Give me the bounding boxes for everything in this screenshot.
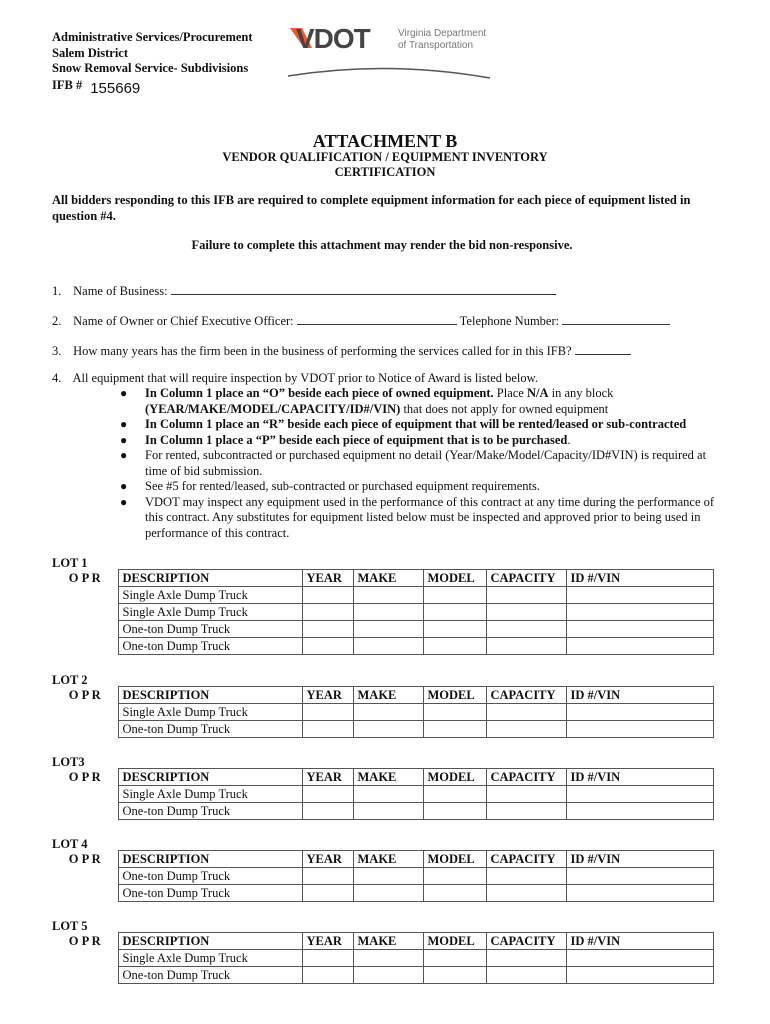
col-id-vin: ID #/VIN [566,769,713,786]
instructions-list [118,386,718,541]
year-cell[interactable] [302,803,353,820]
col-id-vin: ID #/VIN [566,570,713,587]
make-cell[interactable] [353,868,423,885]
col-capacity: CAPACITY [486,851,566,868]
col-capacity: CAPACITY [486,570,566,587]
col-year: YEAR [302,769,353,786]
col-year: YEAR [302,933,353,950]
capacity-cell[interactable] [486,621,566,638]
description-cell: One-ton Dump Truck [118,621,302,638]
q1-label: Name of Business: [73,284,168,298]
instruction-see-5: ● See #5 for rented/leased, sub-contracted or purchased equipment requirements. [120,479,540,493]
col-capacity: CAPACITY [486,933,566,950]
table-row [52,803,713,820]
capacity-cell[interactable] [486,704,566,721]
make-cell[interactable] [353,967,423,984]
table-row [52,621,713,638]
lot-4-table [52,850,714,902]
instruction-inspection: ● VDOT may inspect any equipment used in the performance of this contract at any time during the performance of this contract. Any substitutes for equipment listed below must be inspected and approved prior to being used in performance of this contract. [120,494,715,540]
capacity-cell[interactable] [486,604,566,621]
id-vin-cell[interactable] [566,704,713,721]
table-row [52,604,713,621]
capacity-cell[interactable] [486,638,566,655]
opr-cell[interactable] [52,803,118,820]
col-id-vin: ID #/VIN [566,851,713,868]
opr-cell[interactable] [52,704,118,721]
opr-cell[interactable] [52,885,118,902]
ifb-line [52,77,253,97]
table-header-row [52,570,713,587]
years-field[interactable] [575,343,631,355]
year-cell[interactable] [302,967,353,984]
table-row [52,721,713,738]
col-description: DESCRIPTION [118,851,302,868]
telephone-label: Telephone Number: [459,314,560,328]
logo-subtitle-1: Virginia Department [398,28,487,39]
question-1 [52,283,722,300]
col-description: DESCRIPTION [118,570,302,587]
id-vin-cell[interactable] [566,786,713,803]
col-make: MAKE [353,933,423,950]
bullet-icon: ● [120,494,128,509]
capacity-cell[interactable] [486,803,566,820]
col-capacity: CAPACITY [486,687,566,704]
description-cell: One-ton Dump Truck [118,803,302,820]
col-id-vin: ID #/VIN [566,687,713,704]
instruction-purchased: ● In Column 1 place a “P” beside each piece of equipment that is to be purchased. [120,432,571,447]
col-model: MODEL [423,769,486,786]
make-cell[interactable] [353,621,423,638]
description-cell: Single Axle Dump Truck [118,950,302,967]
logo-wordmark: VDOT [296,24,370,54]
id-vin-cell[interactable] [566,621,713,638]
capacity-cell[interactable] [486,967,566,984]
lot-2-table [52,686,714,738]
col-opr: O P R [52,769,118,786]
table-row [52,786,713,803]
year-cell[interactable] [302,621,353,638]
instruction-owned: ● In Column 1 place an “O” beside each piece of owned equipment. Place N/A in any block (YEAR/MAKE/MODEL/CAPACITY/ID#/VIN) that does not apply for owned equipment [120,386,614,416]
description-cell: One-ton Dump Truck [118,868,302,885]
model-cell[interactable] [423,604,486,621]
model-cell[interactable] [423,704,486,721]
bullet-icon: ● [120,448,128,462]
col-model: MODEL [423,851,486,868]
model-cell[interactable] [423,721,486,738]
q4-label: All equipment that will require inspection by VDOT prior to Notice of Award is listed below. [72,371,538,385]
year-cell[interactable] [302,950,353,967]
id-vin-cell[interactable] [566,638,713,655]
year-cell[interactable] [302,604,353,621]
instruction-rented: ● In Column 1 place an “R” beside each piece of equipment that will be rented/leased or sub-contracted [120,417,687,431]
id-vin-cell[interactable] [566,868,713,885]
model-cell[interactable] [423,803,486,820]
lot-5-label: LOT 5 [52,919,88,933]
bullet-icon: ● [120,417,128,431]
model-cell[interactable] [423,868,486,885]
q2-number: 2. [52,314,62,328]
vdot-logo [288,24,508,84]
col-opr: O P R [52,570,118,587]
year-cell[interactable] [302,786,353,803]
col-model: MODEL [423,570,486,587]
lot-4-label: LOT 4 [52,837,88,851]
col-opr: O P R [52,851,118,868]
description-cell: One-ton Dump Truck [118,721,302,738]
make-cell[interactable] [353,721,423,738]
business-name-field[interactable] [171,283,556,295]
header-line-2: Salem District [52,45,129,60]
year-cell[interactable] [302,868,353,885]
id-vin-cell[interactable] [566,604,713,621]
intro-paragraph: All bidders responding to this IFB are required to complete equipment information for each piece of equipment listed in question #4. [52,193,691,223]
model-cell[interactable] [423,621,486,638]
bullet-icon: ● [120,479,128,493]
col-description: DESCRIPTION [118,933,302,950]
make-cell[interactable] [353,587,423,604]
col-make: MAKE [353,687,423,704]
table-row [52,638,713,655]
ifb-label: IFB # [52,77,83,92]
warning-paragraph: Failure to complete this attachment may render the bid non-responsive. [191,238,573,252]
table-row [52,868,713,885]
opr-cell[interactable] [52,721,118,738]
logo-subtitle-2: of Transportation [398,40,474,51]
model-cell[interactable] [423,786,486,803]
capacity-cell[interactable] [486,868,566,885]
col-opr: O P R [52,687,118,704]
col-model: MODEL [423,933,486,950]
opr-cell[interactable] [52,967,118,984]
year-cell[interactable] [302,885,353,902]
q1-number: 1. [52,284,62,298]
col-make: MAKE [353,570,423,587]
bullet-icon: ● [120,432,128,447]
description-cell: Single Axle Dump Truck [118,587,302,604]
col-make: MAKE [353,851,423,868]
bullet-icon: ● [120,386,128,400]
col-model: MODEL [423,687,486,704]
lot-1-table [52,569,714,655]
opr-cell[interactable] [52,604,118,621]
model-cell[interactable] [423,587,486,604]
header-line-1: Administrative Services/Procurement [52,30,253,44]
question-2 [52,313,722,330]
opr-cell[interactable] [52,621,118,638]
page-subtitle [0,150,770,180]
make-cell[interactable] [353,803,423,820]
question-3 [52,343,722,360]
col-capacity: CAPACITY [486,769,566,786]
q2-label: Name of Owner or Chief Executive Officer: [73,314,294,328]
id-vin-cell[interactable] [566,967,713,984]
lot-3-table [52,768,714,820]
col-description: DESCRIPTION [118,769,302,786]
page-title: ATTACHMENT B [312,131,458,151]
subtitle-line-1: VENDOR QUALIFICATION / EQUIPMENT INVENTORY [222,150,548,164]
q4-number: 4. [52,371,62,385]
table-header-row [52,687,713,704]
id-vin-cell[interactable] [566,950,713,967]
capacity-cell[interactable] [486,721,566,738]
model-cell[interactable] [423,638,486,655]
id-vin-cell[interactable] [566,587,713,604]
opr-cell[interactable] [52,868,118,885]
year-cell[interactable] [302,587,353,604]
q3-number: 3. [52,344,62,358]
id-vin-cell[interactable] [566,721,713,738]
header-block [52,30,253,97]
capacity-cell[interactable] [486,786,566,803]
col-year: YEAR [302,570,353,587]
header-line-3: Snow Removal Service- Subdivisions [52,61,249,75]
description-cell: Single Axle Dump Truck [118,704,302,721]
opr-cell[interactable] [52,638,118,655]
q3-label: How many years has the firm been in the business of performing the services called for in this IFB? [73,344,572,358]
table-row [52,950,713,967]
col-make: MAKE [353,769,423,786]
make-cell[interactable] [353,885,423,902]
make-cell[interactable] [353,950,423,967]
make-cell[interactable] [353,704,423,721]
model-cell[interactable] [423,885,486,902]
description-cell: One-ton Dump Truck [118,885,302,902]
opr-cell[interactable] [52,587,118,604]
make-cell[interactable] [353,604,423,621]
col-description: DESCRIPTION [118,687,302,704]
table-row [52,885,713,902]
table-header-row [52,851,713,868]
owner-name-field[interactable] [297,313,457,325]
year-cell[interactable] [302,638,353,655]
lot-5-table [52,932,714,984]
col-id-vin: ID #/VIN [566,933,713,950]
opr-cell[interactable] [52,950,118,967]
make-cell[interactable] [353,786,423,803]
lot-2-label: LOT 2 [52,673,88,687]
model-cell[interactable] [423,967,486,984]
table-header-row [52,769,713,786]
description-cell: One-ton Dump Truck [118,638,302,655]
lot-1-label: LOT 1 [52,556,88,570]
capacity-cell[interactable] [486,950,566,967]
logo-underline-icon [288,68,490,78]
lot-3-label: LOT3 [52,755,85,769]
description-cell: Single Axle Dump Truck [118,604,302,621]
capacity-cell[interactable] [486,587,566,604]
ifb-number: 155669 [90,79,141,97]
instruction-no-detail: ● For rented, subcontracted or purchased equipment no detail (Year/Make/Model/Capacity/ID#VIN) is required at time of bid submission. [120,448,707,478]
subtitle-line-2: CERTIFICATION [334,165,436,179]
id-vin-cell[interactable] [566,803,713,820]
opr-cell[interactable] [52,786,118,803]
col-opr: O P R [52,933,118,950]
table-header-row [52,933,713,950]
year-cell[interactable] [302,721,353,738]
id-vin-cell[interactable] [566,885,713,902]
description-cell: One-ton Dump Truck [118,967,302,984]
table-row [52,704,713,721]
table-row [52,587,713,604]
model-cell[interactable] [423,950,486,967]
col-year: YEAR [302,687,353,704]
table-row [52,967,713,984]
telephone-field[interactable] [562,313,670,325]
year-cell[interactable] [302,704,353,721]
description-cell: Single Axle Dump Truck [118,786,302,803]
col-year: YEAR [302,851,353,868]
question-4 [52,371,722,387]
capacity-cell[interactable] [486,885,566,902]
make-cell[interactable] [353,638,423,655]
